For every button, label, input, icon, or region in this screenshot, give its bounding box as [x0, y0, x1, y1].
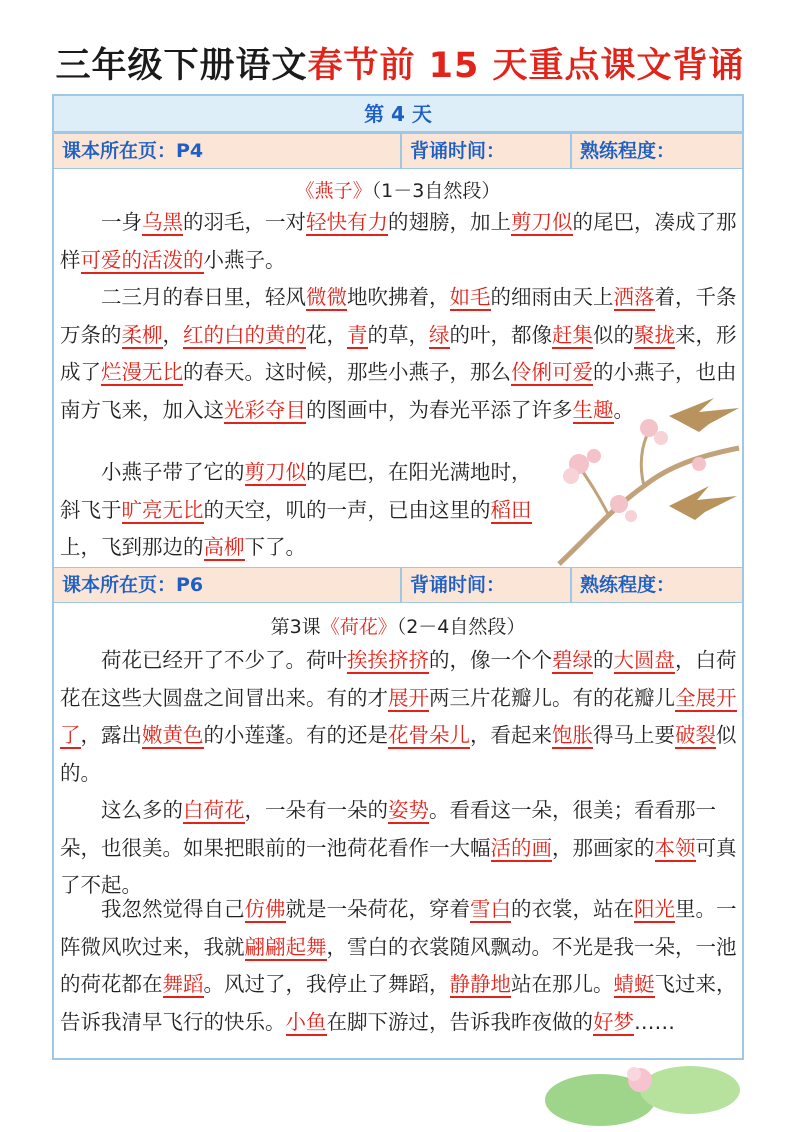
info-row-1: [54, 133, 742, 169]
info-row-2: [54, 567, 742, 603]
paragraph-text: 地吹拂着，: [347, 285, 450, 309]
paragraph-text: 飞过来，告诉我清早飞行的快乐。: [60, 972, 737, 1034]
highlighted-keyword: 光彩夺目: [224, 397, 306, 422]
highlighted-keyword: 洒落: [613, 285, 655, 309]
lotus-leaf-illustration: [530, 1050, 760, 1130]
highlighted-keyword: 聚拢: [634, 322, 675, 347]
paragraph-text: 下了。: [244, 535, 306, 559]
paragraph-text: 。: [613, 397, 634, 422]
highlighted-keyword: 阳光: [634, 897, 675, 921]
recite-time-label: 背诵时间：: [400, 568, 570, 602]
highlighted-keyword: 旷亮无比: [121, 497, 204, 522]
highlighted-keyword: 红的白的黄的: [183, 322, 306, 347]
paragraph-text: ，看起来: [470, 723, 552, 747]
paragraph-text: 似的。: [60, 723, 737, 785]
paragraph-text: 二三月的春日里，轻风: [60, 285, 306, 309]
paragraph-text: 来，形成了: [60, 322, 737, 384]
textbook-page-label: 课本所在页：P6: [62, 574, 204, 596]
highlighted-keyword: 伶俐可爱: [511, 360, 593, 384]
paragraph-text: ，露出: [80, 723, 142, 747]
paragraph-text: 似的: [593, 322, 634, 347]
lesson-heading-swallow: [54, 176, 742, 203]
recitation-sheet: [52, 94, 744, 1060]
highlighted-keyword: 展开: [388, 685, 429, 710]
lesson-range: （1－3自然段）: [371, 180, 501, 202]
paragraph-text: 的小莲蓬。有的还是: [203, 723, 388, 747]
highlighted-keyword: 饱胀: [552, 723, 593, 747]
paragraph: [60, 204, 740, 279]
paragraph-text: 两三片花瓣儿。有的花瓣儿: [429, 685, 675, 710]
highlighted-keyword: 如毛: [449, 285, 491, 309]
highlighted-keyword: 姿势: [388, 798, 429, 822]
highlighted-keyword: 大圆盘: [613, 648, 675, 672]
highlighted-keyword: 赶集: [552, 322, 593, 347]
paragraph: [60, 792, 740, 905]
proficiency-label: 熟练程度：: [570, 134, 744, 168]
highlighted-keyword: 翩翩起舞: [244, 934, 327, 959]
paragraph-text: 的衣裳，站在: [511, 897, 634, 921]
paragraph-text: 在脚下游过，告诉我昨夜做的: [326, 1009, 593, 1034]
highlighted-keyword: 绿: [429, 322, 450, 347]
highlighted-keyword: 舞蹈: [162, 972, 204, 996]
paragraph-text: 的: [593, 648, 614, 672]
paragraph-text: 一身: [60, 210, 142, 234]
highlighted-keyword: 剪刀似: [511, 210, 573, 234]
highlighted-keyword: 烂漫无比: [101, 360, 183, 384]
paragraph-text: 的翅膀，加上: [388, 210, 511, 234]
highlighted-keyword: 花骨朵儿: [388, 723, 470, 747]
paragraph-text: 的尾巴，在阳光满地时，斜飞于: [60, 460, 532, 522]
title-part-2: 春节前 15 天重点课文背诵: [307, 46, 745, 86]
paragraph-text: 可真了不起。: [60, 835, 737, 897]
lesson-range: （2－4自然段）: [396, 616, 526, 638]
paragraph-text: 着，千条万条的: [60, 285, 737, 347]
paragraph-text: ，那画家的: [552, 835, 655, 860]
swallow-blossom-illustration: [549, 386, 744, 566]
paragraph-text: 这么多的: [60, 798, 183, 822]
highlighted-keyword: 小鱼: [285, 1009, 327, 1034]
paragraph-text: 的草，: [367, 322, 429, 347]
paragraph-text: 小燕子带了它的: [60, 460, 245, 484]
highlighted-keyword: 乌黑: [142, 210, 183, 234]
paragraph-text: 上，飞到那边的: [60, 535, 204, 559]
paragraph: [60, 891, 740, 1041]
highlighted-keyword: 生趣: [572, 397, 614, 422]
paragraph: [60, 454, 540, 567]
highlighted-keyword: 嫩黄色: [142, 723, 204, 747]
highlighted-keyword: 蜻蜓: [613, 972, 655, 996]
paragraph-text: 的天空，叽的一声，已由这里的: [203, 497, 491, 522]
highlighted-keyword: 青: [347, 322, 368, 347]
paragraph-text: 的图画中，为春光平添了许多: [306, 397, 573, 422]
paragraph: [60, 642, 740, 792]
highlighted-keyword: 轻快有力: [306, 210, 388, 234]
paragraph-text: 就是一朵荷花，穿着: [285, 897, 470, 921]
lesson-title: 《燕子》: [295, 180, 372, 202]
highlighted-keyword: 破裂: [675, 723, 716, 747]
paragraph-text: 的细雨由天上: [490, 285, 614, 309]
paragraph-text: ，白荷花在这些大圆盘之间冒出来。有的才: [60, 648, 737, 710]
paragraph-text: ，: [162, 322, 183, 347]
paragraph-text: 。风过了，我停止了舞蹈，: [203, 972, 450, 996]
paragraph-text: 荷花已经开了不少了。荷叶: [60, 648, 347, 672]
highlighted-keyword: 柔柳: [121, 322, 163, 347]
paragraph-text: 的尾巴，凑成了那样: [60, 210, 737, 272]
recite-time-label: 背诵时间：: [400, 134, 570, 168]
highlighted-keyword: 微微: [306, 285, 347, 309]
highlighted-keyword: 本领: [654, 835, 696, 860]
highlighted-keyword: 剪刀似: [244, 460, 306, 484]
paragraph-text: 的叶，都像: [449, 322, 552, 347]
paragraph-text: 花，: [306, 322, 347, 347]
paragraph-text: ，雪白的衣裳随风飘动。不光是我一朵，一池的荷花都在: [60, 934, 737, 996]
day-header: 第 4 天: [54, 96, 742, 133]
page-title: [0, 38, 800, 88]
paragraph-text: 得马上要: [593, 723, 675, 747]
paragraph-text: 小燕子。: [203, 247, 286, 272]
paragraph-text: ，一朵有一朵的: [244, 798, 388, 822]
highlighted-keyword: 雪白: [470, 897, 511, 921]
lesson-heading-lotus: [54, 612, 742, 639]
lesson-title: 《荷花》: [320, 616, 397, 638]
title-part-1: 三年级下册语文: [55, 46, 308, 86]
paragraph-text: 的，像一个个: [429, 648, 552, 672]
highlighted-keyword: 可爱的活泼的: [80, 247, 204, 272]
lesson-number: 第3课: [270, 616, 321, 638]
paragraph-text: 的羽毛，一对: [183, 210, 306, 234]
paragraph-text: 的小燕子，也由南方飞来，加入这: [60, 360, 737, 422]
paragraph-text: 站在那儿。: [511, 972, 614, 996]
paragraph-text: 我忽然觉得自己: [60, 897, 245, 921]
paragraph-text: 。看看这一朵，很美；看看那一朵，也很美。如果把眼前的一池荷花看作一大幅: [60, 798, 716, 860]
highlighted-keyword: 好梦: [593, 1009, 634, 1034]
highlighted-keyword: 白荷花: [183, 798, 245, 822]
paragraph-text: ……: [634, 1009, 675, 1034]
highlighted-keyword: 挨挨挤挤: [347, 648, 429, 672]
highlighted-keyword: 稻田: [490, 497, 532, 522]
paragraph-text: 的春天。这时候，那些小燕子，那么: [183, 360, 511, 384]
highlighted-keyword: 全展开了: [60, 685, 737, 747]
highlighted-keyword: 高柳: [203, 535, 245, 559]
paragraph-text: 里。一阵微风吹过来，我就: [60, 897, 737, 959]
highlighted-keyword: 仿佛: [244, 897, 286, 921]
highlighted-keyword: 活的画: [490, 835, 552, 860]
proficiency-label: 熟练程度：: [570, 568, 744, 602]
textbook-page-label: 课本所在页：P4: [62, 140, 204, 162]
highlighted-keyword: 静静地: [449, 972, 511, 996]
highlighted-keyword: 碧绿: [552, 648, 593, 672]
